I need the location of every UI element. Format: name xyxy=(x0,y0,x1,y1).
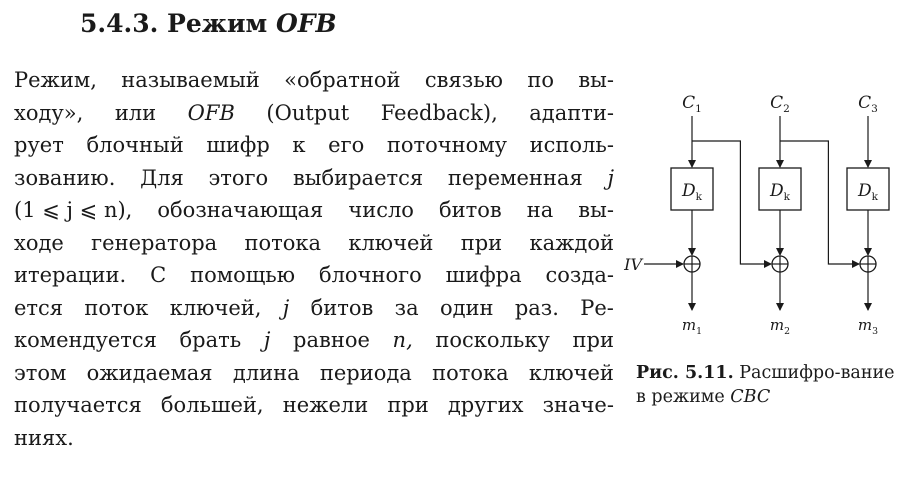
word: (Output xyxy=(266,100,350,125)
word: выбирается xyxy=(292,165,424,190)
word: поток xyxy=(84,295,149,320)
word: длина xyxy=(232,360,300,385)
text-line xyxy=(14,422,614,455)
decrypt-block-label: $D_k$ xyxy=(681,181,703,203)
plaintext-label-3: $m_3$ xyxy=(857,316,879,337)
text-line xyxy=(14,324,614,357)
ciphertext-label-2: $C_2$ xyxy=(770,93,790,115)
word: итерации. xyxy=(14,263,127,287)
word: или xyxy=(114,100,157,125)
word: периода xyxy=(319,360,412,385)
word: исполь- xyxy=(529,133,614,157)
word: нежели xyxy=(282,393,369,417)
word: Feedback), xyxy=(380,100,498,125)
word: Ре- xyxy=(580,295,614,320)
word: обозначающая xyxy=(157,198,324,222)
word: шифр xyxy=(206,133,270,157)
word: других xyxy=(447,393,524,417)
word: j xyxy=(263,328,271,352)
word: большей, xyxy=(160,393,264,417)
word: поточному xyxy=(386,133,508,157)
word: брать xyxy=(179,328,242,352)
word: Режим, xyxy=(14,68,97,92)
word: j xyxy=(282,295,290,320)
text-line xyxy=(14,259,614,292)
word: его xyxy=(328,133,365,157)
text-line xyxy=(14,389,614,422)
decrypt-block-label: $D_k$ xyxy=(857,181,879,203)
ofb-decryption-diagram xyxy=(624,86,902,346)
word: один xyxy=(439,295,494,320)
word: потока xyxy=(432,360,509,385)
word: называемый xyxy=(121,68,260,92)
word: ожидаемая xyxy=(86,360,213,385)
word: помощью xyxy=(190,263,295,287)
word: поскольку xyxy=(435,328,550,352)
word: (1 ⩽ j ⩽ n), xyxy=(14,198,133,222)
word: к xyxy=(292,133,306,157)
word: связью xyxy=(424,68,503,92)
word: С xyxy=(150,263,167,287)
section-title-word: Режим xyxy=(167,9,268,38)
text-line xyxy=(14,64,614,97)
word: равное xyxy=(293,328,370,352)
word: переменная xyxy=(447,165,583,190)
iv-label: IV xyxy=(624,255,642,274)
text-line xyxy=(14,357,614,390)
word: каждой xyxy=(529,230,614,255)
word: блочного xyxy=(318,263,422,287)
plaintext-label-1: $m_1$ xyxy=(681,316,703,337)
word: раз. xyxy=(514,295,559,320)
text-line xyxy=(14,227,614,260)
word: вы- xyxy=(578,68,614,92)
caption-label: Рис. 5.11. xyxy=(636,363,734,383)
word: вы- xyxy=(578,198,614,222)
word: значе- xyxy=(542,393,614,417)
text-line xyxy=(14,292,614,325)
word: при xyxy=(387,393,429,417)
ciphertext-label-3: $C_3$ xyxy=(858,93,878,115)
plaintext-label-2: $m_2$ xyxy=(769,316,791,337)
word: при xyxy=(460,230,503,255)
word: j xyxy=(607,165,614,190)
section-title-mode: OFB xyxy=(275,9,337,38)
word: на xyxy=(526,198,554,222)
word: генератора xyxy=(91,230,218,255)
text-line xyxy=(14,194,614,227)
word: ходе xyxy=(14,230,64,255)
word: n, xyxy=(392,328,413,352)
word: ключей xyxy=(348,230,434,255)
text-line xyxy=(14,97,614,130)
caption-mode: CBC xyxy=(730,387,771,407)
word: по xyxy=(527,68,554,92)
word: ключей xyxy=(528,360,614,385)
figure-caption xyxy=(636,361,896,409)
word: ется xyxy=(14,295,64,320)
ciphertext-label-1: $C_1$ xyxy=(682,93,702,115)
word: OFB xyxy=(187,100,235,125)
section-heading xyxy=(80,8,337,40)
word: битов xyxy=(438,198,502,222)
word: шифра xyxy=(445,263,522,287)
word: ниях. xyxy=(14,425,74,450)
decrypt-block-label: $D_k$ xyxy=(769,181,791,203)
text-line xyxy=(14,162,614,195)
text-line xyxy=(14,129,614,162)
word: блочный xyxy=(86,133,184,157)
word: «обратной xyxy=(284,68,401,92)
word: комендуется xyxy=(14,328,157,352)
word: ключей, xyxy=(169,295,262,320)
word: за xyxy=(394,295,419,320)
word: битов xyxy=(310,295,374,320)
word: этого xyxy=(208,165,269,190)
word: этом xyxy=(14,360,67,385)
body-paragraph xyxy=(14,64,614,454)
word: ходу», xyxy=(14,100,84,125)
word: потока xyxy=(244,230,322,255)
word: рует xyxy=(14,133,64,157)
word: созда- xyxy=(545,263,614,287)
word: при xyxy=(572,328,614,352)
caption-text: Расшифро-вание в режиме xyxy=(636,363,895,407)
word: адапти- xyxy=(529,100,614,125)
word: получается xyxy=(14,393,142,417)
word: Для xyxy=(140,165,184,190)
word: зованию. xyxy=(14,165,116,190)
word: число xyxy=(348,198,414,222)
section-number: 5.4.3. xyxy=(80,9,159,38)
